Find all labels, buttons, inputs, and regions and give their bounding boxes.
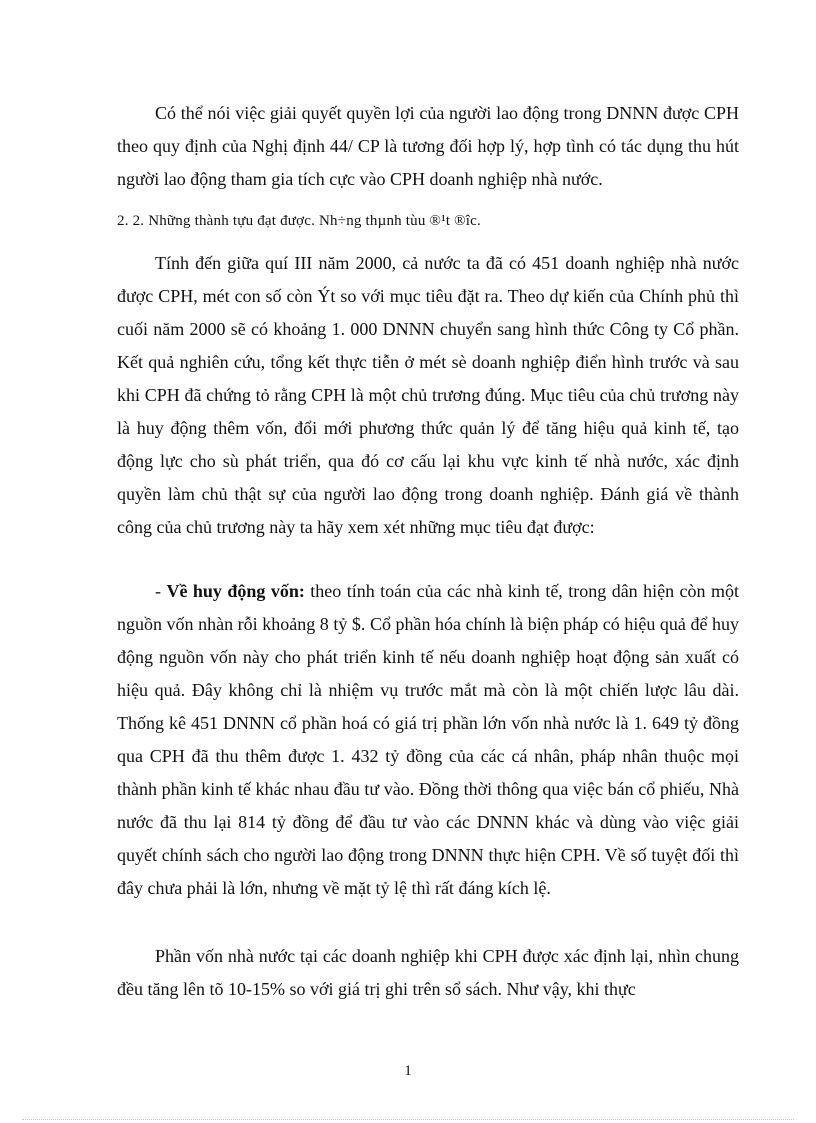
paragraph-2: Tính đến giữa quí III năm 2000, cả nước ta đã có 451 doanh nghiệp nhà nước được CPH, mét con số còn Ýt so với mục tiêu đặt ra. Theo dự kiến của Chính phủ thì cuối năm 2000 sẽ có khoảng 1. 000 DNNN chuyển sang hình thức Công ty Cổ phần. Kết quả nghiên cứu, tổng kết thực tiễn ở mét sè doanh nghiệp điển hình trước và sau khi CPH đã chứng tỏ rằng CPH là một chủ trương đúng. Mục tiêu của chủ trương này là huy động thêm vốn, đổi mới phương thức quản lý để tăng hiệu quả kinh tế, tạo động lực cho sù phát triển, qua đó cơ cấu lại khu vực kinh tế nhà nước, xác định quyền làm chủ thật sự của người lao động trong doanh nghiệp. Đánh giá về thành công của chủ trương này ta hãy xem xét những mục tiêu đạt được: [117,253,739,537]
paragraph-3-body: theo tính toán của các nhà kinh tế, trong dân hiện còn một nguồn vốn nhàn rỗi khoảng 8 tỷ $. Cổ phần hóa chính là biện pháp có hiệu quả để huy động nguồn vốn này cho phát triển kinh tế nếu doanh nghiệp hoạt động sản xuất có hiệu quả. Đây không chỉ là nhiệm vụ trước mắt mà còn là một chiến lược lâu dài. Thống kê 451 DNNN cổ phần hoá có giá trị phần lớn vốn nhà nước là 1. 649 tỷ đồng qua CPH đã thu thêm được 1. 432 tỷ đồng của các cá nhân, pháp nhân thuộc mọi thành phần kinh tế khác nhau đầu tư vào. Đồng thời thông qua việc bán cổ phiếu, Nhà nước đã thu lại 814 tỷ đồng để đầu tư vào các DNNN khác và dùng vào việc giải quyết chính sách cho người lao động trong DNNN thực hiện CPH. Về số tuyệt đối thì đây chưa phải là lớn, nhưng về mặt tỷ lệ thì rất đáng kích lệ. [117,581,739,898]
dash-prefix: - [155,581,167,601]
page-bottom-divider [22,1119,794,1120]
paragraph-1: Có thể nói việc giải quyết quyền lợi của người lao động trong DNNN được CPH theo quy định của Nghị định 44/ CP là tương đối hợp lý, hợp tình có tác dụng thu hút người lao động tham gia tích cực vào CPH doanh nghiệp nhà nước. [117,103,739,189]
section-heading: 2. 2. Những thành tựu đạt được. Nh÷ng thµnh tùu ®¹t ®îc. [117,213,481,229]
paragraph-4: Phần vốn nhà nước tại các doanh nghiệp khi CPH được xác định lại, nhìn chung đều tăng lên tõ 10-15% so với giá trị ghi trên sổ sách. Như vậy, khi thực [117,946,739,999]
paragraph-3 [117,575,739,905]
bold-lead-in: Về huy động vốn: [166,581,305,601]
page-number: 1 [404,1063,412,1079]
